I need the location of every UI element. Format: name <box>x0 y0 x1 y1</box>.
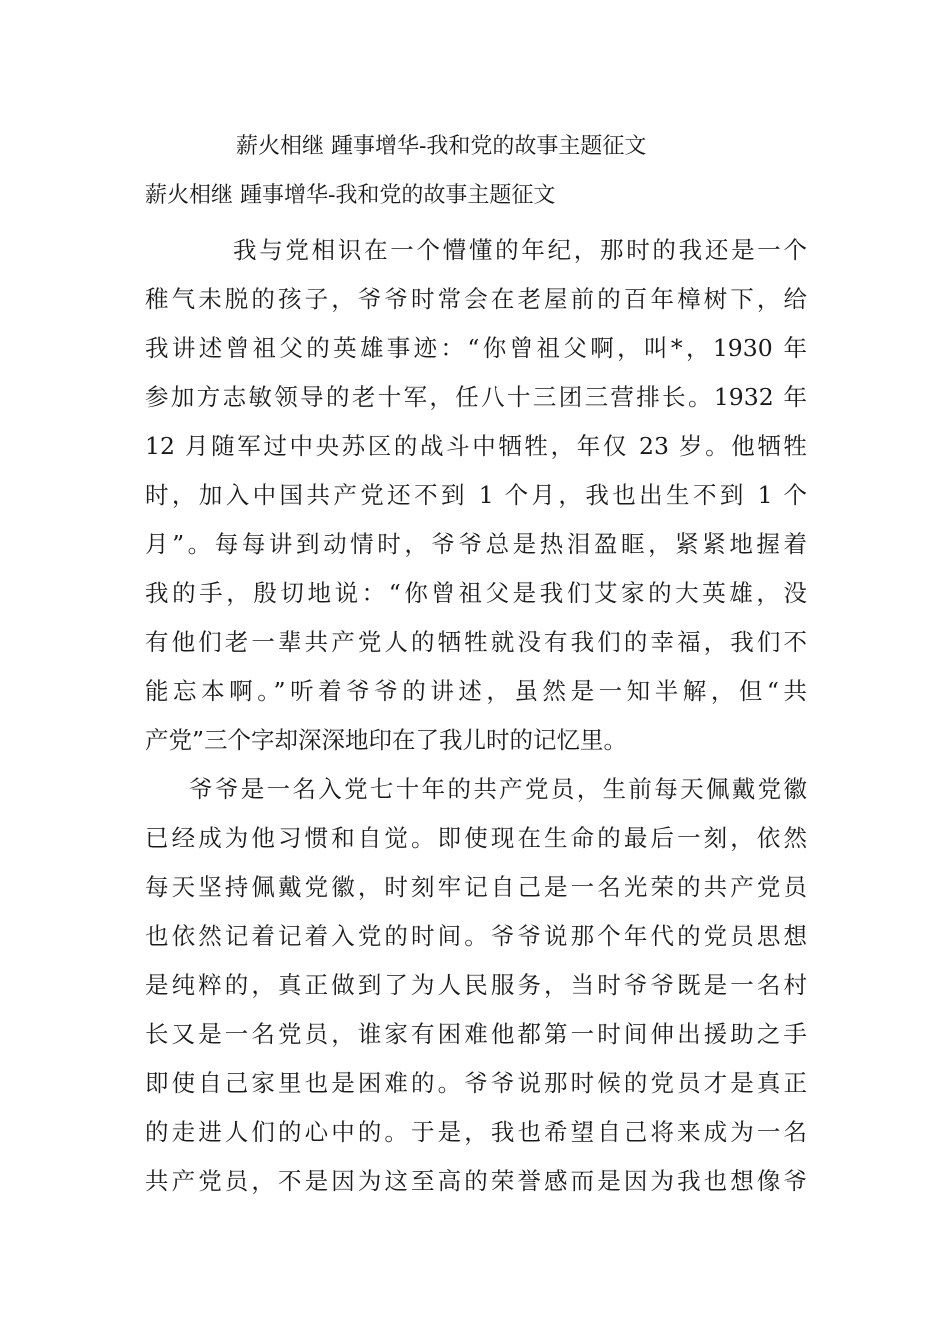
paragraph-1-line: 有他们老一辈共产党人的牺牲就没有我们的幸福，我们不 <box>145 628 807 656</box>
paragraph-1-line: 参加方志敏领导的老十军，任八十三团三营排长。1932 年 <box>145 383 807 411</box>
paragraph-2-line: 爷爷是一名入党七十年的共产党员，生前每天佩戴党徽 <box>189 775 807 803</box>
paragraph-1-line: 我与党相识在一个懵懂的年纪，那时的我还是一个 <box>233 236 807 264</box>
paragraph-2-line: 的走进人们的心中的。于是，我也希望自己将来成为一名 <box>145 1118 807 1146</box>
paragraph-1-line: 我的手，殷切地说：“你曾祖父是我们艾家的大英雄，没 <box>145 579 807 607</box>
paragraph-2-line: 共产党员，不是因为这至高的荣誉感而是因为我也想像爷 <box>145 1167 807 1195</box>
paragraph-2-line: 长又是一名党员，谁家有困难他都第一时间伸出援助之手 <box>145 1020 807 1048</box>
paragraph-1-line: 能忘本啊。”听着爷爷的讲述，虽然是一知半解，但“共 <box>145 677 807 705</box>
paragraph-2-line: 也依然记着记着入党的时间。爷爷说那个年代的党员思想 <box>145 922 807 950</box>
paragraph-2-line: 即使自己家里也是困难的。爷爷说那时候的党员才是真正 <box>145 1069 807 1097</box>
document-subtitle: 薪火相继 踵事增华-我和党的故事主题征文 <box>145 183 556 208</box>
paragraph-1-line: 时，加入中国共产党还不到 1 个月，我也出生不到 1 个 <box>145 481 807 509</box>
paragraph-2-line: 每天坚持佩戴党徽，时刻牢记自己是一名光荣的共产党员 <box>145 873 807 901</box>
document-title: 薪火相继 踵事增华-我和党的故事主题征文 <box>236 134 647 159</box>
paragraph-1-line: 产党”三个字却深深地印在了我儿时的记忆里。 <box>145 726 628 754</box>
paragraph-2-line: 已经成为他习惯和自觉。即使现在生命的最后一刻，依然 <box>145 824 807 852</box>
paragraph-1-line: 我讲述曾祖父的英雄事迹：“你曾祖父啊，叫*，1930 年 <box>145 334 807 362</box>
paragraph-1-line: 12 月随军过中央苏区的战斗中牺牲，年仅 23 岁。他牺牲 <box>145 432 807 460</box>
paragraph-2-line: 是纯粹的，真正做到了为人民服务，当时爷爷既是一名村 <box>145 971 807 999</box>
paragraph-1-line: 月”。每每讲到动情时，爷爷总是热泪盈眶，紧紧地握着 <box>145 530 807 558</box>
paragraph-1-line: 稚气未脱的孩子，爷爷时常会在老屋前的百年樟树下，给 <box>145 285 807 313</box>
